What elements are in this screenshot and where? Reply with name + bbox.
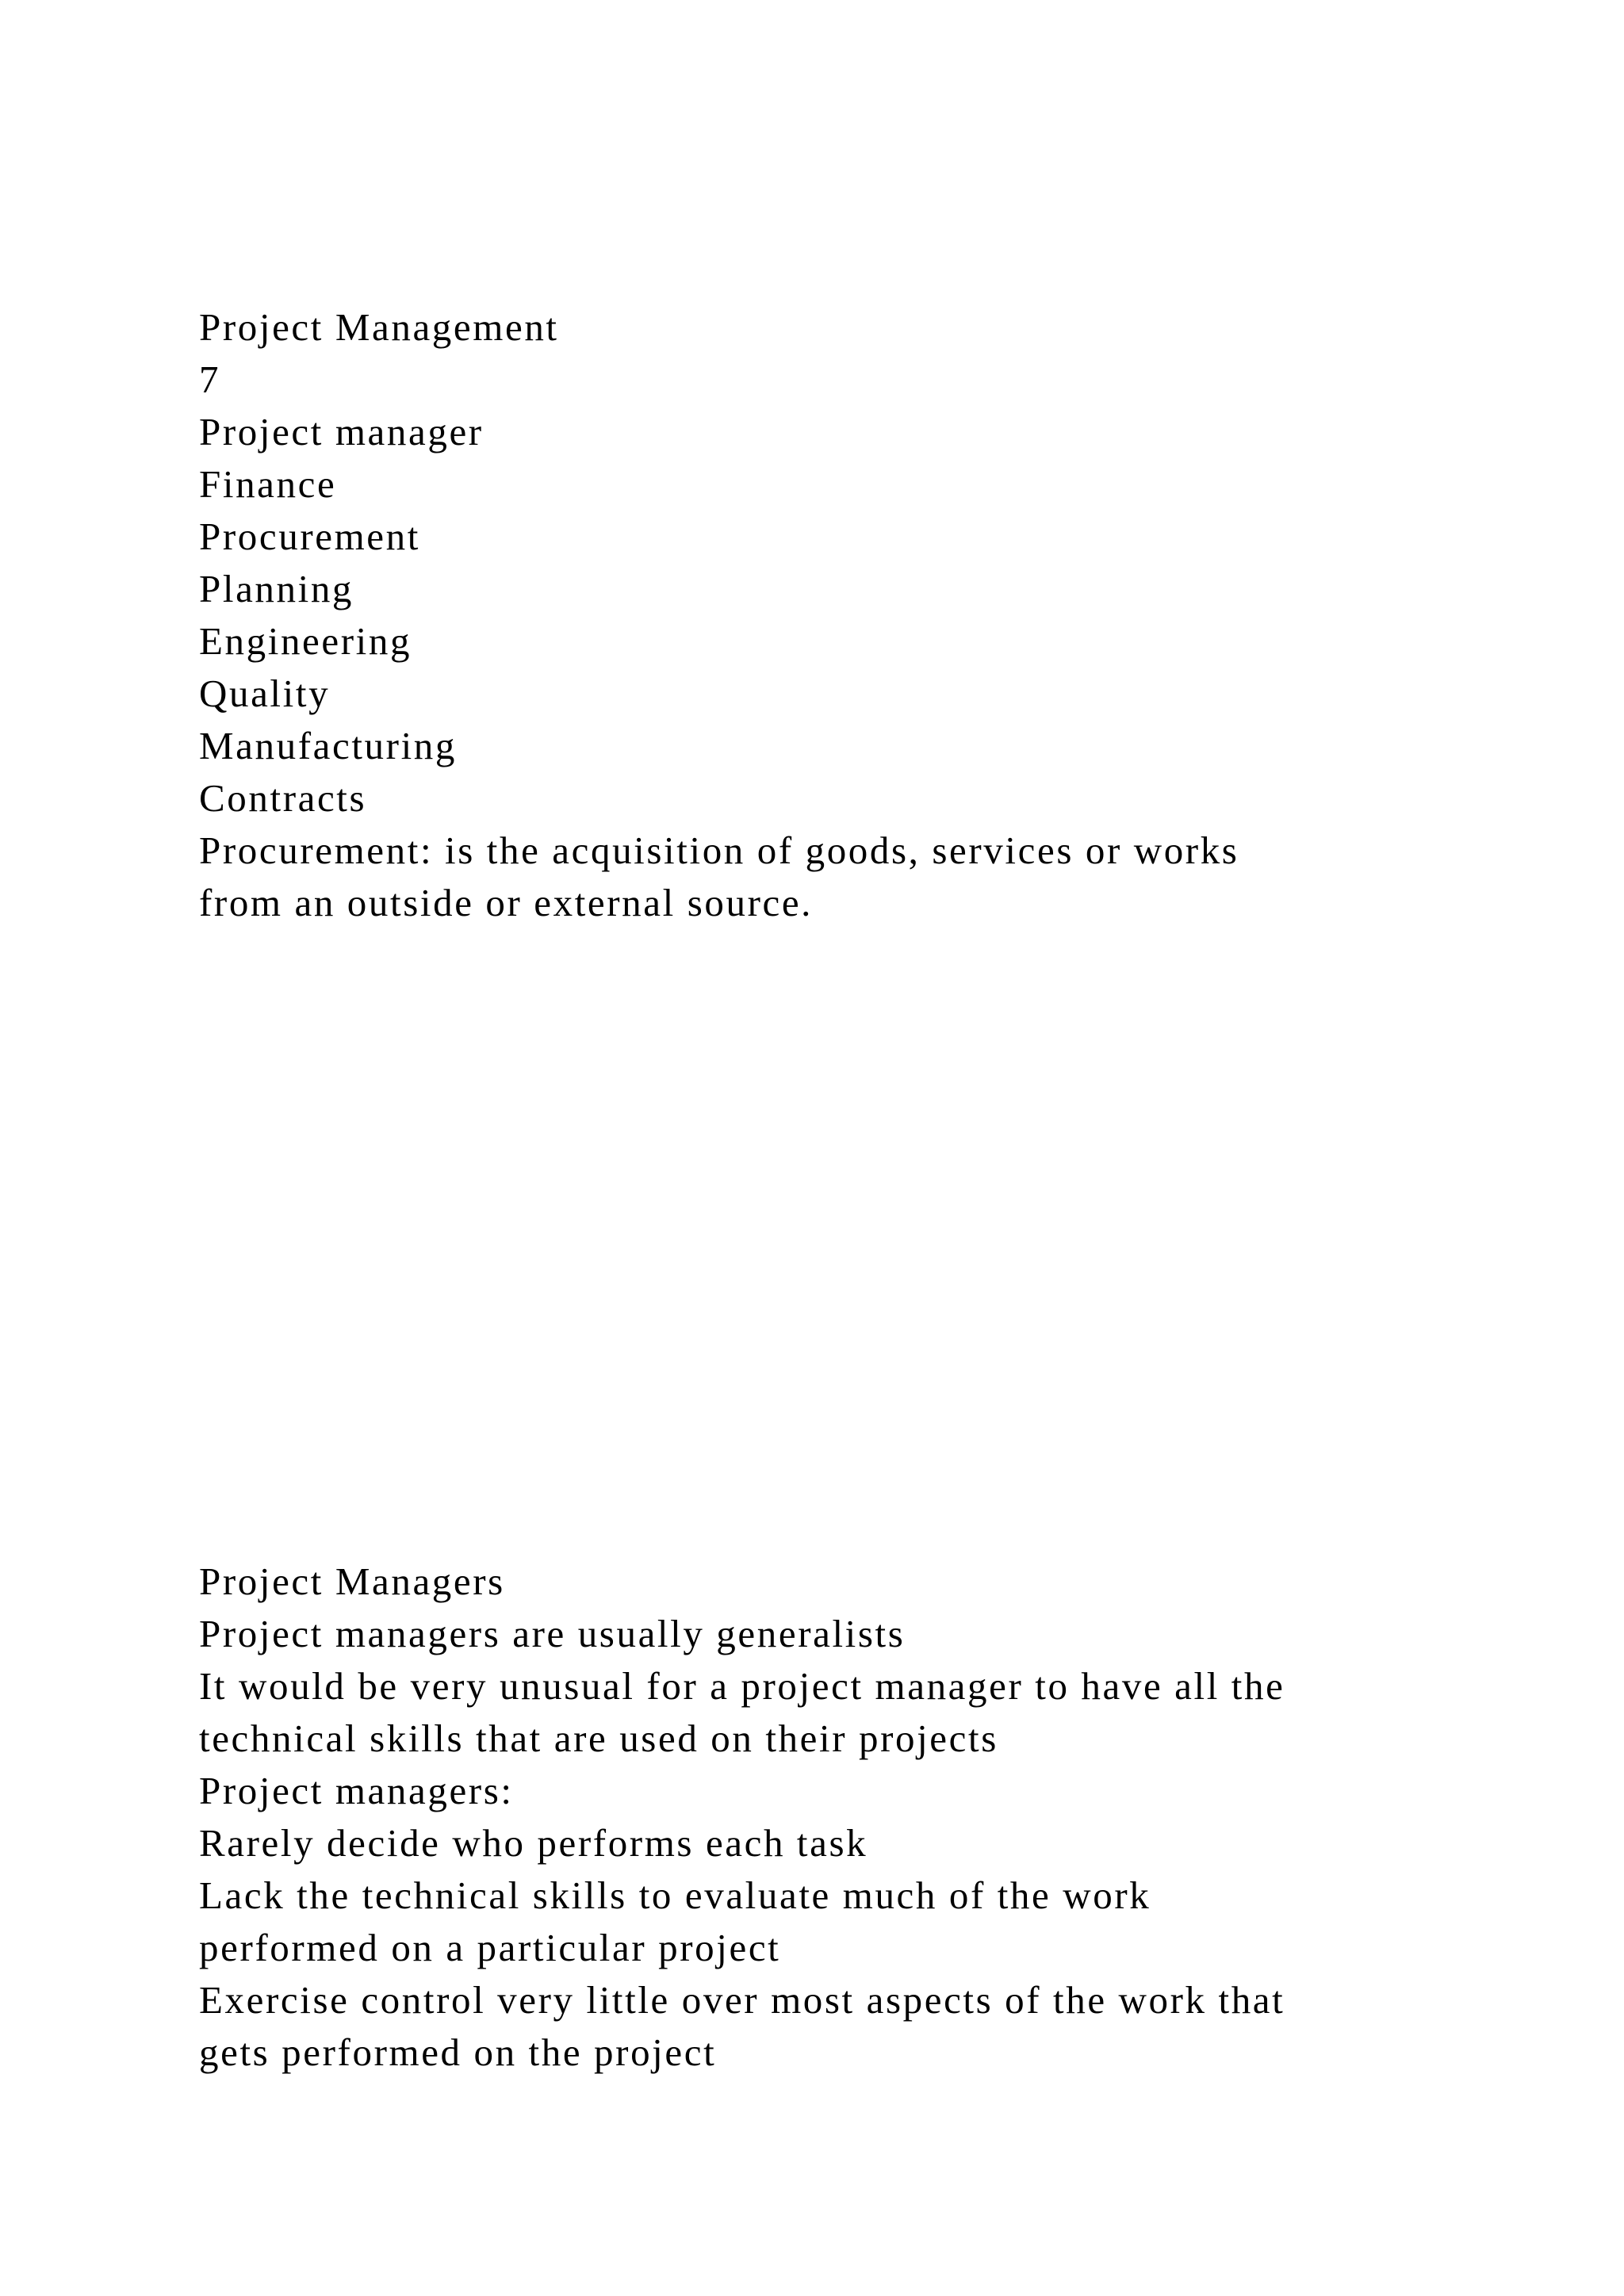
body-text: Exercise control very little over most aspects of the work that [199,1978,1285,2022]
heading-project-management: Project Management [199,305,559,349]
list-item: Contracts [199,776,367,820]
list-item: Finance [199,462,337,506]
definition-text: from an outside or external source. [199,881,814,924]
definition-text: Procurement: is the acquisition of goods, services or works [199,828,1239,872]
list-item: Project manager [199,410,484,453]
section-project-managers [199,1556,1436,2079]
list-item: Engineering [199,619,412,663]
slide-number: 7 [199,358,221,401]
heading-project-managers: Project Managers [199,1559,505,1603]
list-item: Planning [199,567,354,610]
body-text: performed on a particular project [199,1926,781,1969]
body-text: Lack the technical skills to evaluate much of the work [199,1873,1151,1917]
body-text: It would be very unusual for a project manager to have all the [199,1664,1285,1708]
body-text: Project managers: [199,1769,514,1812]
section-project-management [199,301,1436,929]
body-text: technical skills that are used on their projects [199,1716,998,1760]
list-item: Manufacturing [199,724,457,767]
body-text: gets performed on the project [199,2030,717,2074]
body-text: Rarely decide who performs each task [199,1821,868,1865]
list-item: Quality [199,672,331,715]
body-text: Project managers are usually generalists [199,1612,906,1655]
list-item: Procurement [199,515,420,558]
